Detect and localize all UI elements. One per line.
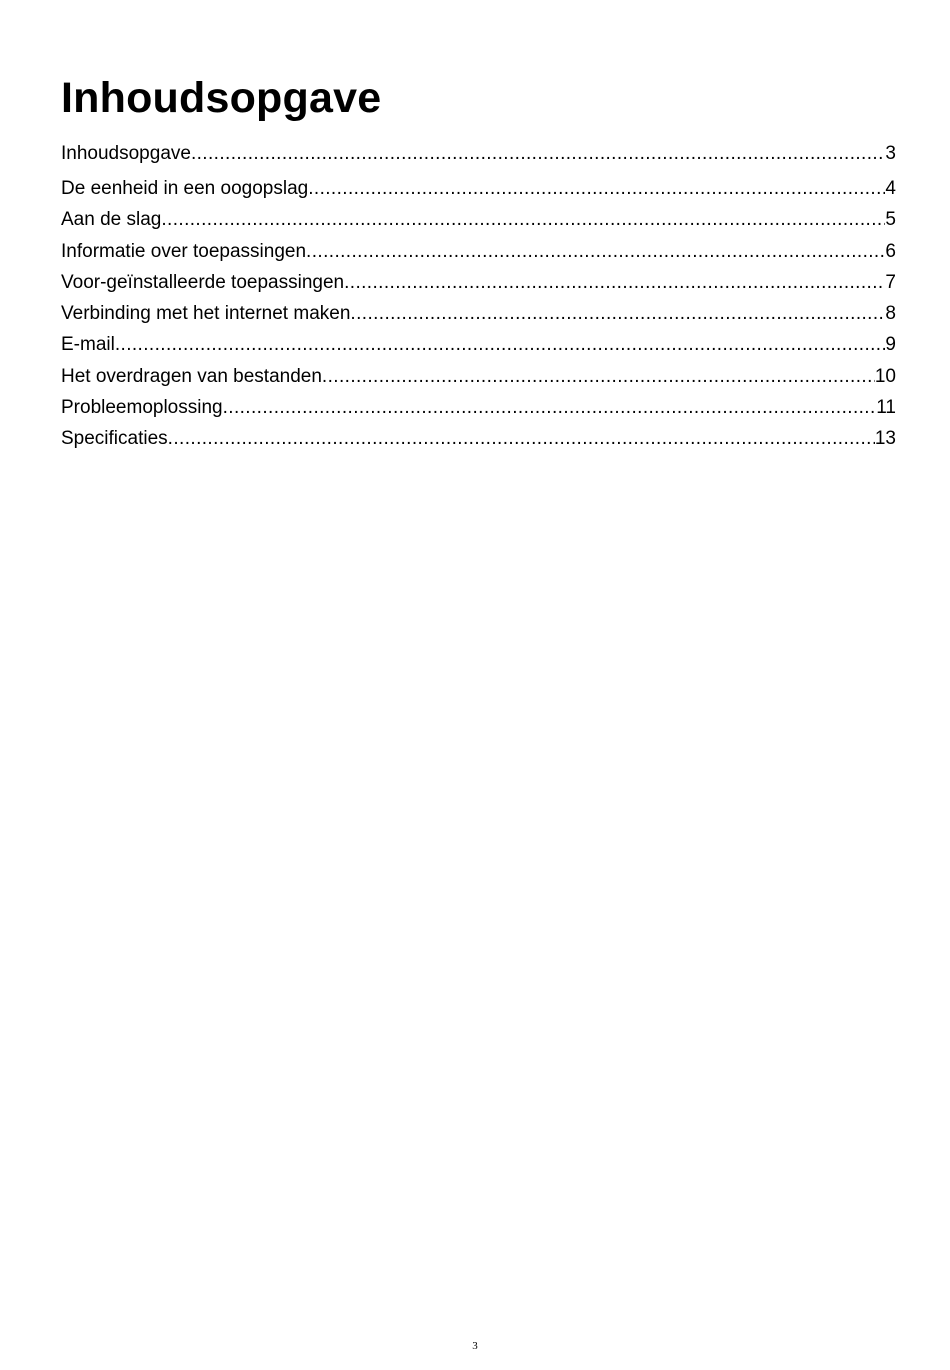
toc-entry-page: 9 (885, 334, 896, 356)
toc-entry-label: Aan de slag (61, 209, 162, 231)
toc-entry-page: 7 (885, 271, 896, 293)
toc-entry-page: 13 (874, 428, 896, 450)
toc-dot-leader (168, 423, 875, 454)
toc-dot-leader (115, 329, 886, 360)
toc-dot-leader (322, 361, 875, 392)
toc-dot-leader (223, 392, 877, 423)
toc-entry-label: Het overdragen van bestanden (61, 365, 322, 387)
toc-entry[interactable] (61, 329, 896, 360)
toc-entry-label: Informatie over toepassingen (61, 240, 307, 262)
toc-entry[interactable] (61, 423, 896, 454)
toc-entry-page: 6 (885, 240, 896, 262)
page-title: Inhoudsopgave (61, 74, 382, 122)
toc-entry-label: E-mail (61, 334, 115, 356)
toc-entry-page: 5 (885, 209, 896, 231)
toc-entry-label: Inhoudsopgave (61, 143, 191, 164)
toc-entry-label: Specificaties (61, 428, 168, 450)
toc-entry[interactable] (61, 204, 896, 235)
toc-dot-leader (344, 267, 885, 298)
toc-entry[interactable] (61, 392, 896, 423)
toc-dot-leader (350, 298, 885, 329)
toc-entry[interactable] (61, 361, 896, 392)
footer-page-number: 3 (472, 1340, 478, 1352)
toc-entry-label: Probleemoplossing (61, 397, 223, 419)
toc-entry[interactable] (61, 139, 896, 173)
toc-entry[interactable] (61, 236, 896, 267)
toc-dot-leader (161, 204, 885, 235)
toc-dot-leader (308, 173, 885, 204)
toc-dot-leader (191, 139, 885, 169)
toc-entry[interactable] (61, 173, 896, 204)
toc-entry-page: 11 (876, 397, 896, 419)
toc-entry-label: De eenheid in een oogopslag (61, 178, 309, 199)
toc-entry-page: 10 (874, 365, 896, 387)
table-of-contents (61, 139, 896, 455)
toc-entry-page: 4 (885, 178, 896, 199)
toc-entry-page: 3 (885, 143, 896, 164)
toc-entry-page: 8 (885, 303, 896, 325)
toc-entry[interactable] (61, 298, 896, 329)
toc-entry-label: Verbinding met het internet maken (61, 303, 351, 325)
toc-entry[interactable] (61, 267, 896, 298)
toc-dot-leader (306, 236, 885, 267)
toc-entry-label: Voor-geïnstalleerde toepassingen (61, 271, 345, 293)
